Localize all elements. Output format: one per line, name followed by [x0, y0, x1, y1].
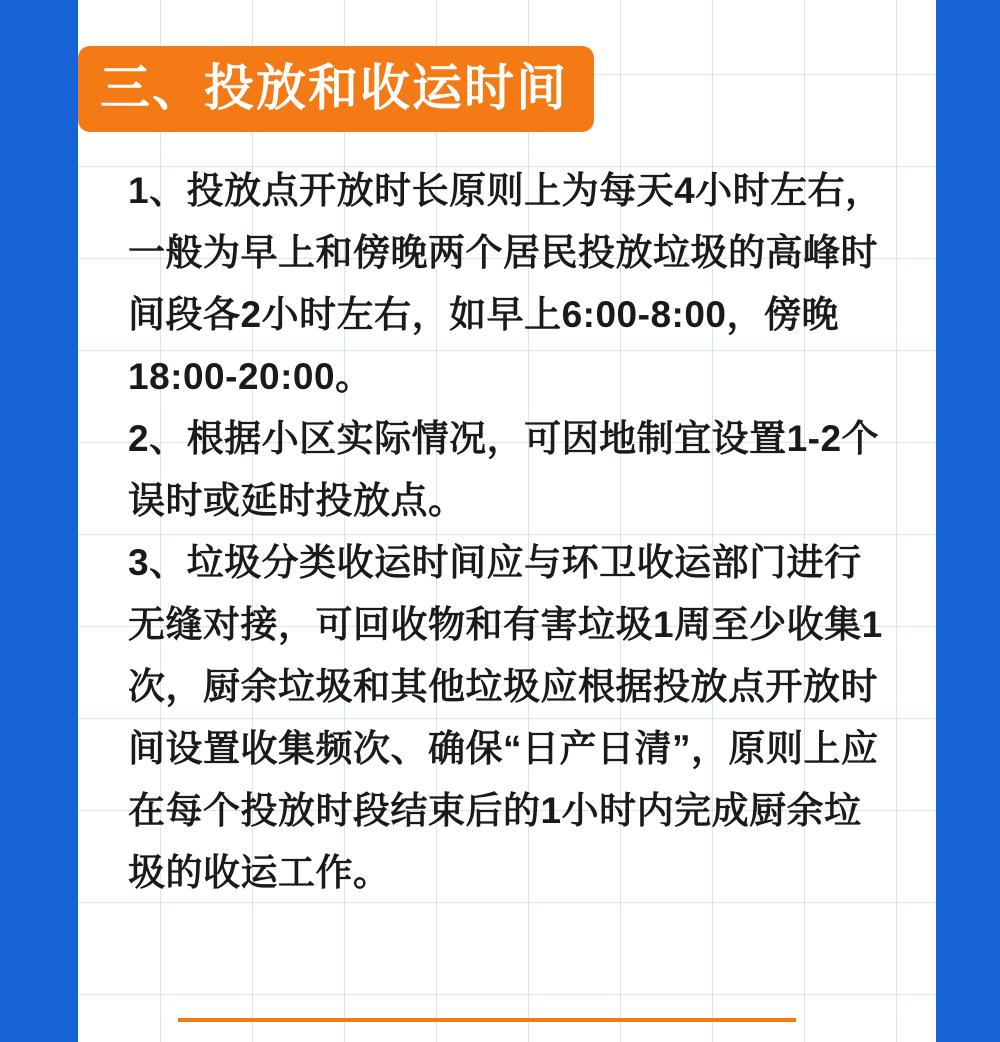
section-heading: 三、投放和收运时间: [78, 46, 594, 132]
section-divider: [178, 1018, 796, 1022]
card-top-strip: [156, 0, 1000, 16]
body-paragraph-1: 1、投放点开放时长原则上为每天4小时左右，一般为早上和傍晚两个居民投放垃圾的高峰时间段各2小时左右，如早上6:00-8:00，傍晚18:00-20:00。: [128, 170, 883, 397]
section-body: [128, 160, 896, 904]
content-card: [78, 0, 936, 1042]
body-paragraph-3: 3、垃圾分类收运时间应与环卫收运部门进行无缝对接，可回收物和有害垃圾1周至少收集1次，厨余垃圾和其他垃圾应根据投放点开放时间设置收集频次、确保“日产日清”，原则上应在每个投放时段结束后的1小时内完成厨余垃圾的收运工作。: [128, 542, 883, 893]
section-heading-wrap: [78, 46, 936, 132]
body-paragraph-2: 2、根据小区实际情况，可因地制宜设置1-2个误时或延时投放点。: [128, 418, 880, 521]
